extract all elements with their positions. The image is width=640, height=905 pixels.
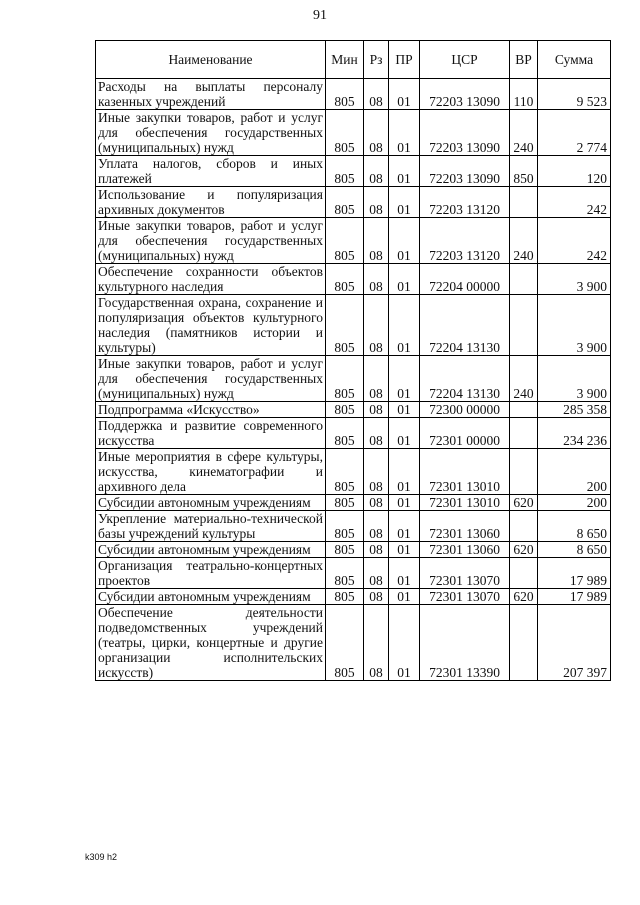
cell-pr: 01 <box>389 589 420 605</box>
page-number: 91 <box>313 8 327 23</box>
cell-csr: 72204 00000 <box>420 264 510 295</box>
cell-rz: 08 <box>364 79 389 110</box>
table-row <box>96 589 611 605</box>
cell-vr <box>510 605 538 681</box>
cell-name: Иные закупки товаров, работ и услуг для обеспечения государственных (муниципальных) нужд <box>96 110 326 156</box>
header-sum: Сумма <box>538 41 611 79</box>
cell-min: 805 <box>326 449 364 495</box>
cell-min: 805 <box>326 605 364 681</box>
cell-vr <box>510 418 538 449</box>
cell-pr: 01 <box>389 264 420 295</box>
table-row <box>96 449 611 495</box>
cell-sum: 242 <box>538 218 611 264</box>
table-header <box>96 41 611 79</box>
header-pr: ПР <box>389 41 420 79</box>
cell-min: 805 <box>326 187 364 218</box>
cell-csr: 72203 13090 <box>420 79 510 110</box>
cell-rz: 08 <box>364 264 389 295</box>
cell-name: Укрепление материально-технической базы учреждений культуры <box>96 511 326 542</box>
table-row <box>96 558 611 589</box>
cell-rz: 08 <box>364 402 389 418</box>
cell-name: Расходы на выплаты персоналу казенных учреждений <box>96 79 326 110</box>
cell-pr: 01 <box>389 156 420 187</box>
cell-vr <box>510 558 538 589</box>
cell-csr: 72203 13120 <box>420 187 510 218</box>
cell-pr: 01 <box>389 605 420 681</box>
cell-sum: 242 <box>538 187 611 218</box>
cell-name: Обеспечение сохранности объектов культурного наследия <box>96 264 326 295</box>
cell-pr: 01 <box>389 218 420 264</box>
table-row <box>96 187 611 218</box>
cell-min: 805 <box>326 418 364 449</box>
cell-csr: 72204 13130 <box>420 356 510 402</box>
cell-rz: 08 <box>364 511 389 542</box>
cell-rz: 08 <box>364 356 389 402</box>
cell-rz: 08 <box>364 187 389 218</box>
cell-sum: 200 <box>538 449 611 495</box>
cell-pr: 01 <box>389 295 420 356</box>
cell-sum: 9 523 <box>538 79 611 110</box>
cell-min: 805 <box>326 110 364 156</box>
cell-sum: 17 989 <box>538 589 611 605</box>
cell-vr <box>510 449 538 495</box>
cell-vr: 240 <box>510 356 538 402</box>
cell-rz: 08 <box>364 542 389 558</box>
cell-vr <box>510 402 538 418</box>
cell-csr: 72204 13130 <box>420 295 510 356</box>
cell-min: 805 <box>326 495 364 511</box>
cell-csr: 72203 13120 <box>420 218 510 264</box>
table-row <box>96 110 611 156</box>
cell-rz: 08 <box>364 156 389 187</box>
cell-csr: 72301 00000 <box>420 418 510 449</box>
cell-rz: 08 <box>364 418 389 449</box>
table-row <box>96 295 611 356</box>
cell-rz: 08 <box>364 295 389 356</box>
header-name: Наименование <box>96 41 326 79</box>
cell-pr: 01 <box>389 110 420 156</box>
cell-pr: 01 <box>389 542 420 558</box>
header-rz: Рз <box>364 41 389 79</box>
table-row <box>96 156 611 187</box>
cell-sum: 3 900 <box>538 264 611 295</box>
cell-sum: 3 900 <box>538 356 611 402</box>
table-row <box>96 418 611 449</box>
table-row <box>96 511 611 542</box>
cell-min: 805 <box>326 589 364 605</box>
cell-pr: 01 <box>389 449 420 495</box>
cell-name: Уплата налогов, сборов и иных платежей <box>96 156 326 187</box>
cell-name: Использование и популяризация архивных документов <box>96 187 326 218</box>
cell-name: Поддержка и развитие современного искусства <box>96 418 326 449</box>
cell-name: Организация театрально-концертных проектов <box>96 558 326 589</box>
cell-pr: 01 <box>389 418 420 449</box>
cell-min: 805 <box>326 295 364 356</box>
header-min: Мин <box>326 41 364 79</box>
cell-sum: 3 900 <box>538 295 611 356</box>
cell-sum: 207 397 <box>538 605 611 681</box>
cell-pr: 01 <box>389 79 420 110</box>
footer-code: k309 h2 <box>85 852 118 862</box>
cell-csr: 72301 13010 <box>420 449 510 495</box>
cell-pr: 01 <box>389 495 420 511</box>
cell-sum: 120 <box>538 156 611 187</box>
cell-pr: 01 <box>389 511 420 542</box>
header-vr: ВР <box>510 41 538 79</box>
cell-csr: 72301 13070 <box>420 558 510 589</box>
cell-rz: 08 <box>364 218 389 264</box>
cell-vr <box>510 187 538 218</box>
cell-min: 805 <box>326 402 364 418</box>
cell-vr <box>510 264 538 295</box>
table-row <box>96 402 611 418</box>
cell-rz: 08 <box>364 110 389 156</box>
cell-min: 805 <box>326 79 364 110</box>
cell-pr: 01 <box>389 356 420 402</box>
cell-rz: 08 <box>364 589 389 605</box>
cell-sum: 8 650 <box>538 542 611 558</box>
cell-name: Иные закупки товаров, работ и услуг для обеспечения государственных (муниципальных) нужд <box>96 356 326 402</box>
cell-csr: 72301 13390 <box>420 605 510 681</box>
cell-csr: 72301 13060 <box>420 542 510 558</box>
cell-vr: 620 <box>510 589 538 605</box>
cell-pr: 01 <box>389 402 420 418</box>
cell-rz: 08 <box>364 605 389 681</box>
cell-name: Иные мероприятия в сфере культуры, искусства, кинематографии и архивного дела <box>96 449 326 495</box>
cell-rz: 08 <box>364 558 389 589</box>
cell-name: Иные закупки товаров, работ и услуг для обеспечения государственных (муниципальных) нужд <box>96 218 326 264</box>
cell-vr: 240 <box>510 110 538 156</box>
cell-sum: 234 236 <box>538 418 611 449</box>
table-row <box>96 264 611 295</box>
cell-vr <box>510 295 538 356</box>
table-row <box>96 79 611 110</box>
cell-vr: 850 <box>510 156 538 187</box>
cell-min: 805 <box>326 218 364 264</box>
cell-vr: 620 <box>510 495 538 511</box>
budget-table <box>95 40 611 681</box>
table-row <box>96 542 611 558</box>
cell-csr: 72203 13090 <box>420 156 510 187</box>
cell-csr: 72301 13010 <box>420 495 510 511</box>
cell-sum: 17 989 <box>538 558 611 589</box>
cell-sum: 2 774 <box>538 110 611 156</box>
cell-vr: 240 <box>510 218 538 264</box>
cell-pr: 01 <box>389 558 420 589</box>
cell-name: Субсидии автономным учреждениям <box>96 542 326 558</box>
cell-min: 805 <box>326 511 364 542</box>
cell-name: Подпрограмма «Искусство» <box>96 402 326 418</box>
cell-name: Обеспечение деятельности подведомственных учреждений (театры, цирки, концертные и другие организации исполнительских искусств) <box>96 605 326 681</box>
cell-vr: 110 <box>510 79 538 110</box>
cell-name: Субсидии автономным учреждениям <box>96 495 326 511</box>
cell-sum: 200 <box>538 495 611 511</box>
cell-csr: 72301 13060 <box>420 511 510 542</box>
cell-csr: 72301 13070 <box>420 589 510 605</box>
header-csr: ЦСР <box>420 41 510 79</box>
table-row <box>96 605 611 681</box>
cell-name: Субсидии автономным учреждениям <box>96 589 326 605</box>
table-row <box>96 356 611 402</box>
cell-name: Государственная охрана, сохранение и популяризация объектов культурного наследия (памятников истории и культуры) <box>96 295 326 356</box>
cell-vr <box>510 511 538 542</box>
cell-min: 805 <box>326 356 364 402</box>
cell-pr: 01 <box>389 187 420 218</box>
table-body <box>96 79 611 681</box>
cell-rz: 08 <box>364 449 389 495</box>
cell-vr: 620 <box>510 542 538 558</box>
table-row <box>96 495 611 511</box>
cell-min: 805 <box>326 558 364 589</box>
cell-min: 805 <box>326 156 364 187</box>
cell-csr: 72203 13090 <box>420 110 510 156</box>
cell-sum: 285 358 <box>538 402 611 418</box>
cell-sum: 8 650 <box>538 511 611 542</box>
cell-min: 805 <box>326 542 364 558</box>
cell-min: 805 <box>326 264 364 295</box>
table-row <box>96 218 611 264</box>
cell-csr: 72300 00000 <box>420 402 510 418</box>
cell-rz: 08 <box>364 495 389 511</box>
